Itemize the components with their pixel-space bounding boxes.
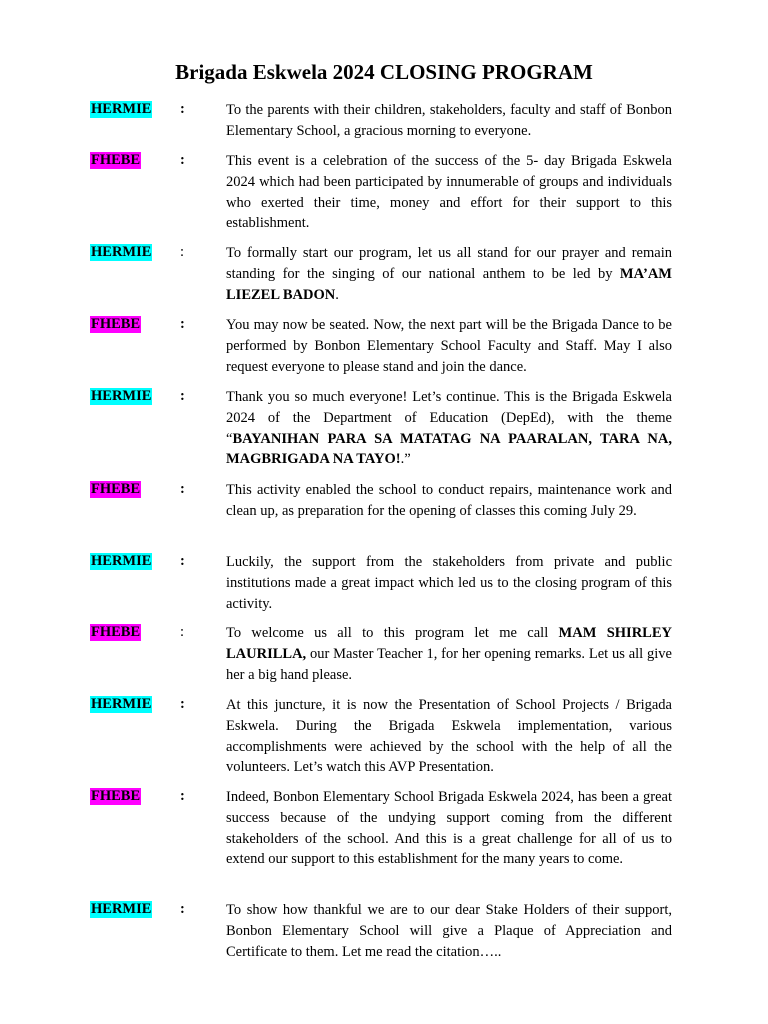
speaker-label: HERMIE (91, 388, 152, 404)
colon-separator: : (180, 388, 185, 404)
speaker-label: HERMIE (91, 101, 152, 117)
entry-text: Thank you so much everyone! Let’s continue. This is the Brigada Eskwela 2024 of the Department of Education (DepEd), with the theme “BAYANIHAN PARA SA MATATAG NA PAARALAN, TARA NA, MAGBRIGADA NA TAYO!.” (226, 389, 672, 468)
speaker-label: FHEBE (91, 316, 141, 332)
colon-separator: : (180, 101, 185, 117)
page-title: Brigada Eskwela 2024 CLOSING PROGRAM (175, 60, 593, 84)
speaker-label: HERMIE (91, 553, 152, 569)
speaker-label: FHEBE (91, 624, 141, 640)
entry-text: Luckily, the support from the stakeholders from private and public institutions made a great impact which led us to the closing program of this activity. (226, 554, 672, 612)
colon-separator: : (180, 696, 185, 712)
colon-separator: : (180, 316, 185, 332)
colon-separator: : (180, 481, 185, 497)
speaker-label: FHEBE (91, 152, 141, 168)
entry-text: This activity enabled the school to conduct repairs, maintenance work and clean up, as preparation for the opening of classes this coming July 29. (226, 482, 672, 519)
speaker-label: FHEBE (91, 481, 141, 497)
colon-separator: : (180, 553, 185, 569)
colon-separator: : (180, 901, 185, 917)
entry-text: At this juncture, it is now the Presentation of School Projects / Brigada Eskwela. During the Brigada Eskwela implementation, various accomplishments were achieved by the school with the help of all the volunteers. Let’s watch this AVP Presentation. (226, 697, 672, 776)
speaker-label: HERMIE (91, 244, 152, 260)
speaker-label: FHEBE (91, 788, 141, 804)
speaker-label: HERMIE (91, 696, 152, 712)
entry-text: To show how thankful we are to our dear Stake Holders of their support, Bonbon Elementary School will give a Plaque of Appreciation and Certificate to them. Let me read the citation….. (226, 902, 672, 960)
entry-text: Indeed, Bonbon Elementary School Brigada Eskwela 2024, has been a great success because of the undying support coming from the different stakeholders of the school. And this is a great challenge for all of us to extend our support to this establishment for the many years to come. (226, 789, 672, 868)
entry-text: To welcome us all to this program let me call MAM SHIRLEY LAURILLA, our Master Teacher 1, for her opening remarks. Let us all give her a big hand please. (226, 625, 672, 683)
colon-separator: : (180, 788, 185, 804)
speaker-label: HERMIE (91, 901, 152, 917)
entry-text: You may now be seated. Now, the next part will be the Brigada Dance to be performed by Bonbon Elementary School Faculty and Staff. May I also request everyone to please stand and join the dance. (226, 317, 672, 375)
colon-separator: : (180, 624, 185, 640)
entry-text: To formally start our program, let us all stand for our prayer and remain standing for the singing of our national anthem to be led by MA’AM LIEZEL BADON. (226, 245, 672, 303)
colon-separator: : (180, 244, 185, 260)
entry-text: To the parents with their children, stakeholders, faculty and staff of Bonbon Elementary School, a gracious morning to everyone. (226, 102, 672, 139)
colon-separator: : (180, 152, 185, 168)
entry-text: This event is a celebration of the success of the 5- day Brigada Eskwela 2024 which had been participated by innumerable of groups and individuals who exerted their time, money and effort for their support to this establishment. (226, 153, 672, 232)
